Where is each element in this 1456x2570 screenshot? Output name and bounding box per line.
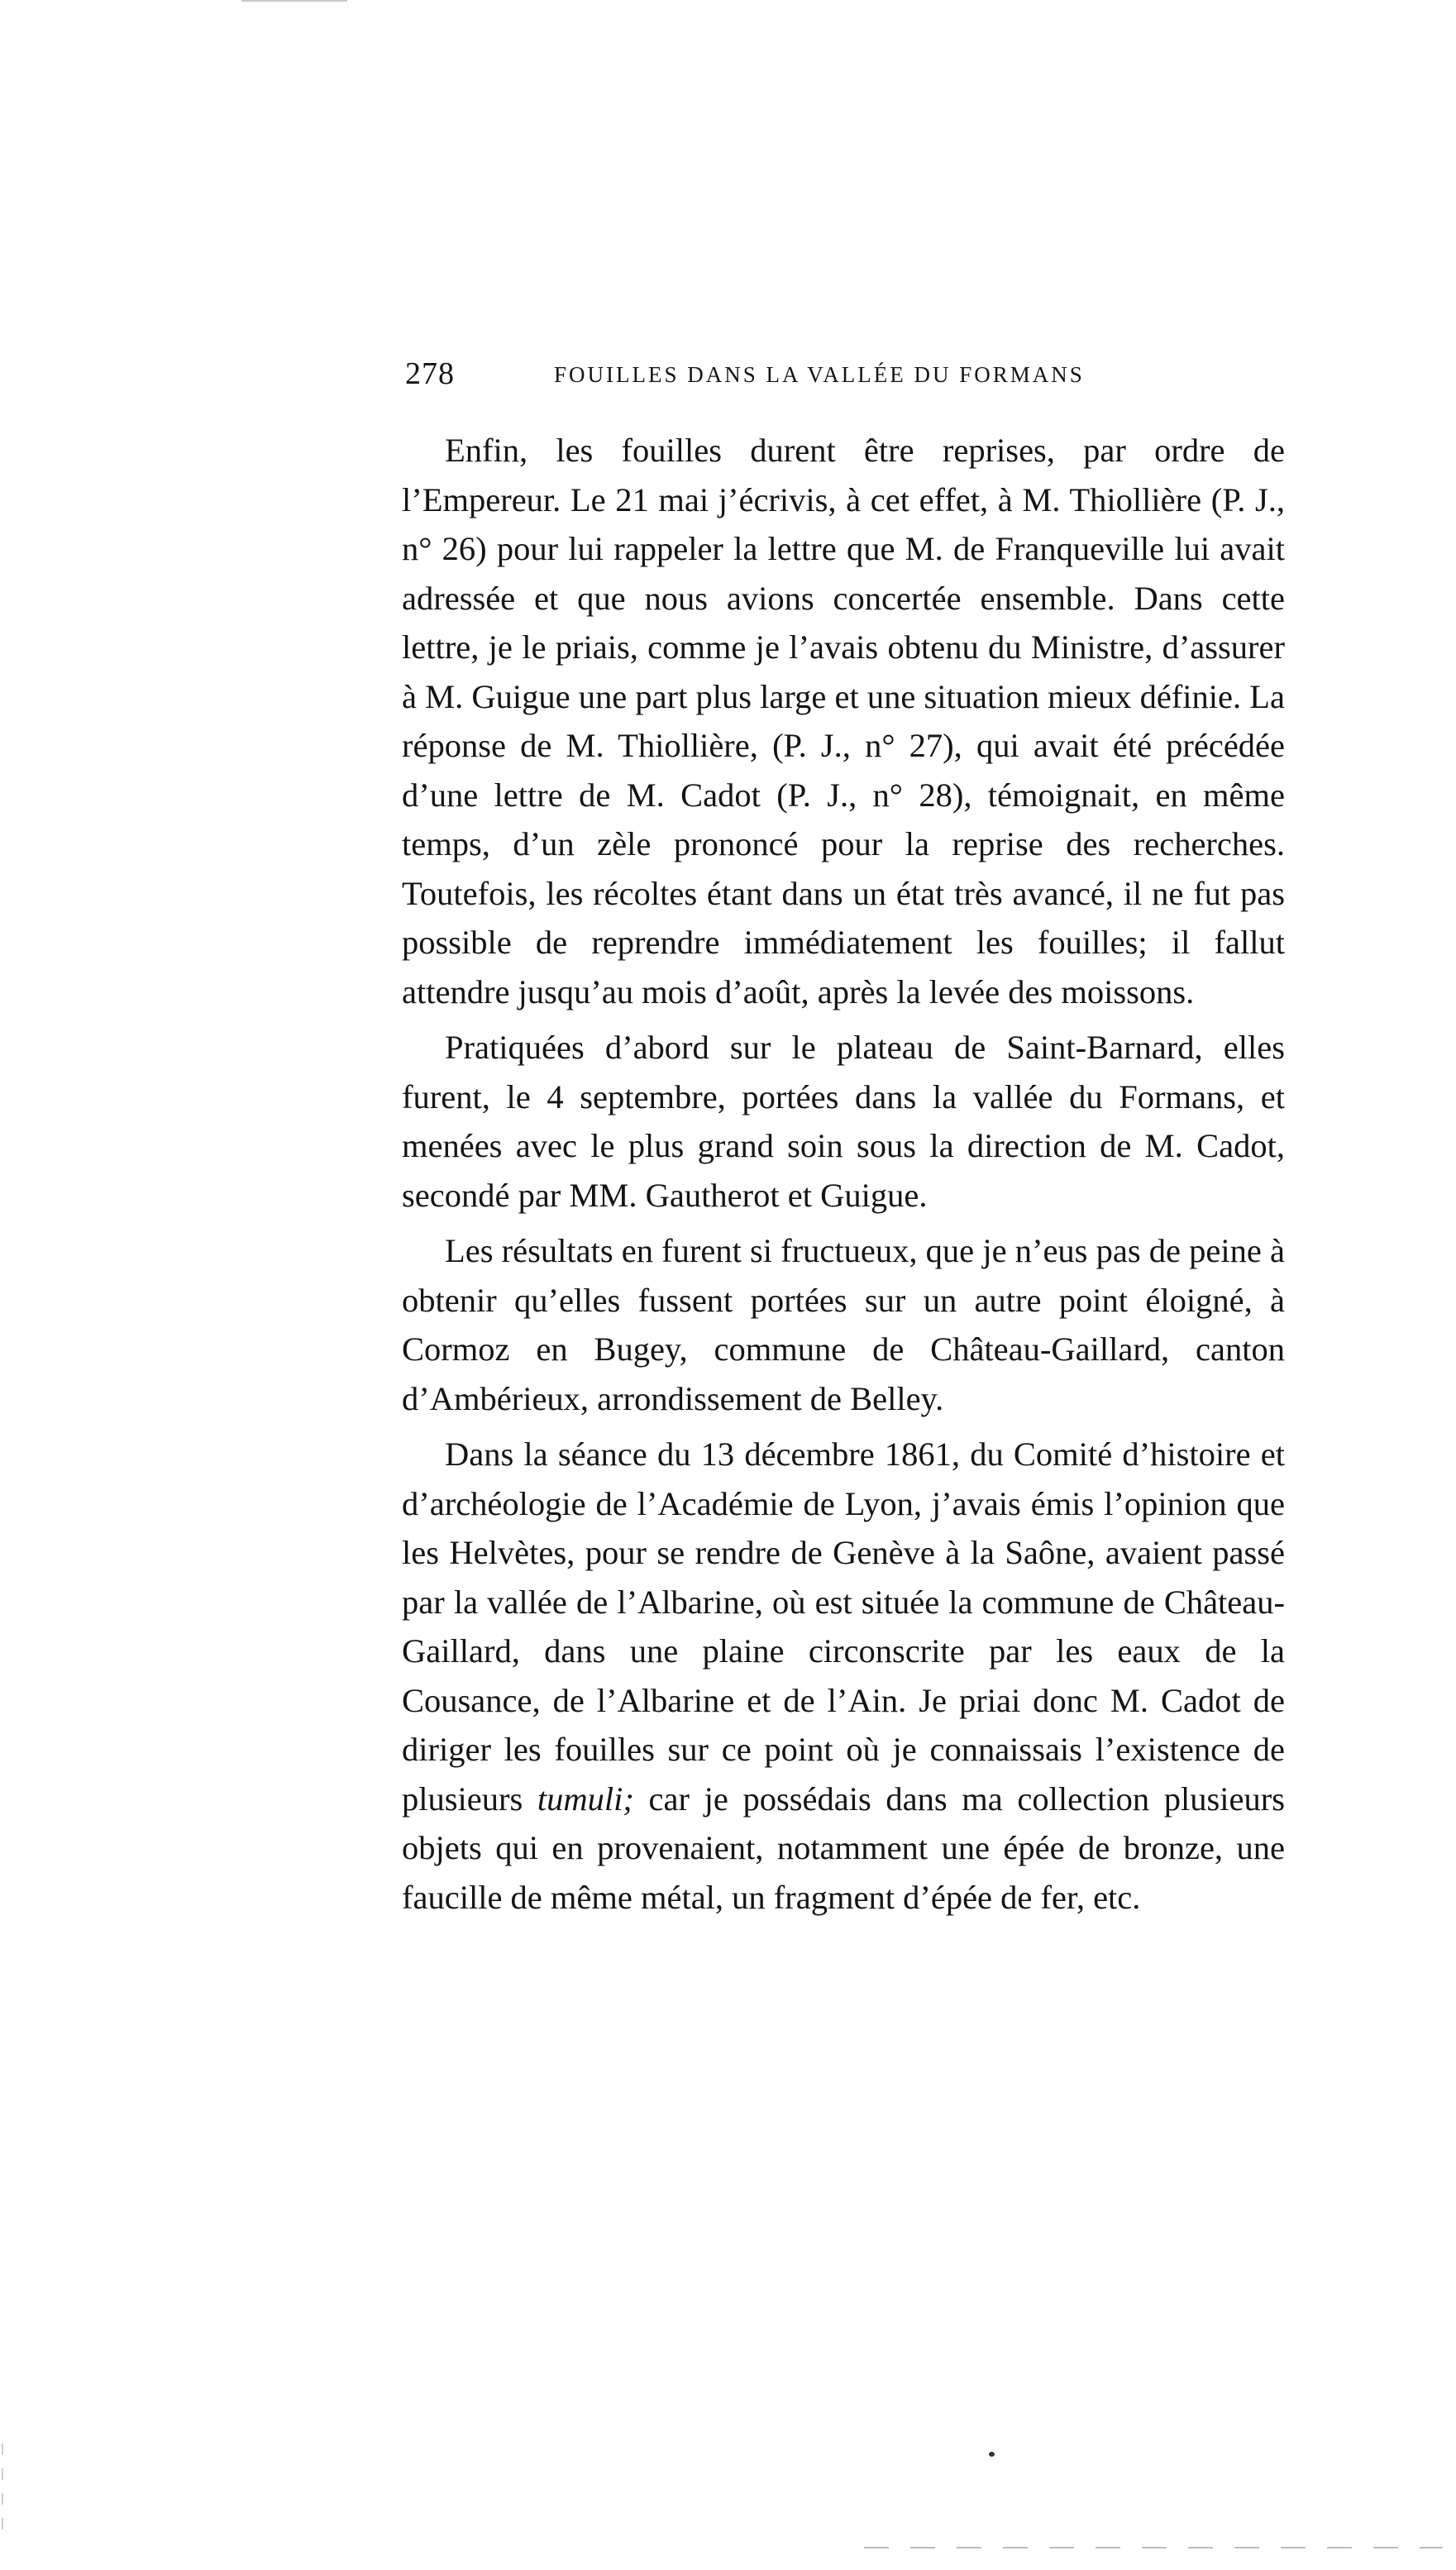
paragraph <box>402 1430 1285 1922</box>
paragraph-text: car je possédais dans ma collection plusieurs objets qui en provenaient, notamment une épée de bronze, une faucille de même métal, un fragment d’épée de fer, etc. <box>402 1779 1285 1916</box>
scan-foot-dashes <box>864 2547 1443 2549</box>
paragraph: Enfin, les fouilles durent être reprises, par ordre de l’Empereur. Le 21 mai j’écrivis, à cet effet, à M. Thiollière (P. J., n° 26) pour lui rappeler la lettre que M. de Franqueville lui avait adressée et que nous avions concertée ensemble. Dans cette lettre, je le priais, comme je l’avais obtenu du Ministre, d’assurer à M. Guigue une part plus large et une situation mieux définie. La réponse de M. Thiollière, (P. J., n° 27), qui avait été précédée d’une lettre de M. Cadot (P. J., n° 28), témoignait, en même temps, d’un zèle prononcé pour la reprise des recherches. Toutefois, les récoltes étant dans un état très avancé, il ne fut pas possible de reprendre immédiatement les fouilles; il fallut attendre jusqu’au mois d’août, après la levée des moissons. <box>402 432 1285 1010</box>
body-text <box>402 426 1285 1922</box>
page-header <box>405 356 1282 405</box>
scan-edge-rule <box>241 0 347 2</box>
paragraph-text: Dans la séance du 13 décembre 1861, du Comité d’histoire et d’archéologie de l’Académie de Lyon, j’avais émis l’opinion que les Helvètes, pour se rendre de Genève à la Saône, avaient passé par la vallée de l’Albarine, où est située la commune de Château-Gaillard, dans une plaine circonscrite par les eaux de la Cousance, de l’Albarine et de l’Ain. Je priai donc M. Cadot de diriger les fouilles sur ce point où je connaissais l’existence de plusieurs <box>402 1435 1285 1818</box>
scan-edge-mark <box>2 2443 3 2543</box>
paragraph: Pratiquées d’abord sur le plateau de Saint-Barnard, elles furent, le 4 septembre, portées dans la vallée du Formans, et menées avec le plus grand soin sous la direction de M. Cadot, secondé par MM. Gautherot et Guigue. <box>402 1029 1285 1214</box>
running-head: FOUILLES DANS LA VALLÉE DU FORMANS <box>554 362 1085 387</box>
italic-term: tumuli; <box>537 1779 634 1818</box>
paragraph: Les résultats en furent si fructueux, que je n’eus pas de peine à obtenir qu’elles fussent portées sur un autre point éloigné, à Cormoz en Bugey, commune de Château-Gaillard, canton d’Ambérieux, arrondissement de Belley. <box>402 1232 1285 1417</box>
page-number: 278 <box>405 356 455 391</box>
ink-speck <box>989 2452 995 2457</box>
